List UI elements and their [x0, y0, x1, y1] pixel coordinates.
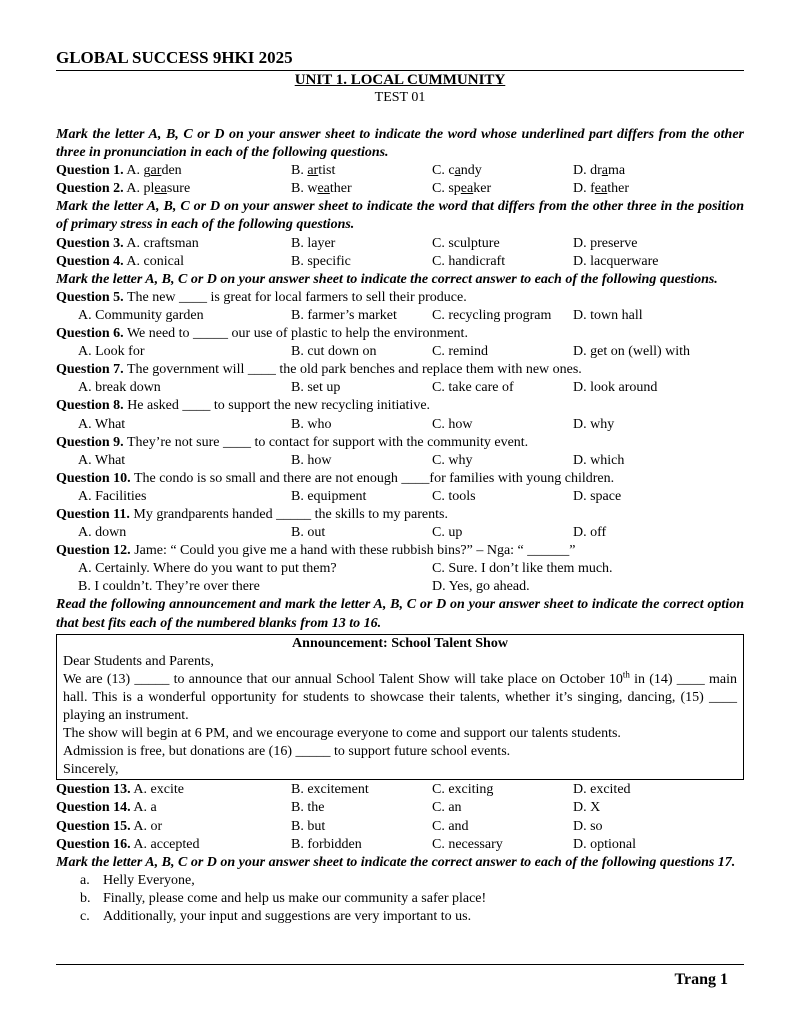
- question-16: [56, 836, 744, 854]
- option-c[interactable]: C. up: [432, 525, 463, 541]
- test-title: TEST 01: [374, 90, 426, 105]
- announcement-closing: Sincerely,: [63, 762, 119, 778]
- question-9-stem: Question 9. They’re not sure ____ to contact for support with the community event.: [56, 434, 529, 450]
- question-11-options: [56, 524, 744, 542]
- question-1: Question 1. A. garden B. artist C. candy D. drama: [56, 162, 744, 180]
- question-label: Question 2.: [56, 181, 124, 197]
- option-d[interactable]: D. feather: [573, 181, 629, 197]
- option-c[interactable]: C. why: [432, 452, 473, 468]
- page-footer: [56, 964, 744, 988]
- option-d[interactable]: D. optional: [573, 836, 636, 852]
- option-b[interactable]: B. weather: [291, 181, 352, 197]
- option-d[interactable]: D. drama: [573, 163, 626, 179]
- question-7-stem: Question 7. The government will ____ the old park benches and replace them with new ones.: [56, 362, 582, 378]
- option-d[interactable]: D. why: [573, 416, 615, 432]
- list-item: b. Finally, please come and help us make our community a safer place!: [80, 890, 487, 906]
- option-b[interactable]: B. how: [291, 452, 332, 468]
- page-number: Trang 1: [674, 971, 728, 988]
- question-3: [56, 235, 744, 253]
- unit-title: UNIT 1. LOCAL CUMMUNITY: [294, 72, 506, 88]
- question-15: [56, 818, 744, 836]
- option-d[interactable]: D. preserve: [573, 235, 638, 251]
- option-d[interactable]: D. Yes, go ahead.: [432, 579, 530, 595]
- question-4: [56, 253, 744, 271]
- question-8-options: [56, 416, 744, 434]
- question-14: [56, 799, 744, 817]
- instruction-pronunciation: Mark the letter A, B, C or D on your answer sheet to indicate the word whose underlined part differs from the other three in pronunciation in each of the following questions.: [56, 127, 744, 161]
- question-7-options: [56, 379, 744, 397]
- option-a[interactable]: A. break down: [78, 380, 161, 396]
- option-b[interactable]: B. equipment: [291, 488, 367, 504]
- option-c[interactable]: C. Sure. I don’t like them much.: [432, 561, 613, 577]
- question-label: Question 13.: [56, 782, 131, 798]
- option-d[interactable]: D. get on (well) with: [573, 344, 691, 360]
- option-a[interactable]: A. craftsman: [126, 235, 199, 251]
- option-a[interactable]: A. Community garden: [78, 307, 204, 323]
- question-label: Question 16.: [56, 836, 131, 852]
- option-d[interactable]: D. lacquerware: [573, 253, 659, 269]
- option-b[interactable]: B. set up: [291, 380, 341, 396]
- option-b[interactable]: B. layer: [291, 235, 336, 251]
- option-b[interactable]: B. but: [291, 818, 326, 834]
- option-c[interactable]: C. how: [432, 416, 473, 432]
- option-c[interactable]: C. speaker: [432, 181, 492, 197]
- list-item: a. Helly Everyone,: [80, 872, 195, 888]
- option-a[interactable]: A. What: [78, 416, 126, 432]
- option-d[interactable]: D. X: [573, 800, 601, 816]
- question-2: Question 2. A. pleasure B. weather C. speaker D. feather: [56, 180, 744, 198]
- page-header: [56, 48, 744, 71]
- option-c[interactable]: C. and: [432, 818, 469, 834]
- option-b[interactable]: B. artist: [291, 163, 336, 179]
- option-c[interactable]: C. tools: [432, 488, 476, 504]
- question-9-options: [56, 452, 744, 470]
- option-a[interactable]: A. Look for: [78, 344, 145, 360]
- option-d[interactable]: D. off: [573, 525, 607, 541]
- question-11-stem: Question 11. My grandparents handed _____ the skills to my parents.: [56, 506, 448, 522]
- announcement-greeting: Dear Students and Parents,: [63, 653, 214, 669]
- question-6-stem: Question 6. We need to _____ our use of plastic to help the environment.: [56, 326, 468, 342]
- question-label: Question 14.: [56, 800, 131, 816]
- option-d[interactable]: D. town hall: [573, 307, 643, 323]
- option-d[interactable]: D. so: [573, 818, 603, 834]
- question-label: Question 4.: [56, 253, 124, 269]
- instruction-question-17: Mark the letter A, B, C or D on your answer sheet to indicate the correct answer to each of the following questions 17.: [56, 854, 736, 870]
- option-b[interactable]: B. excitement: [291, 782, 369, 798]
- question-8-stem: Question 8. He asked ____ to support the new recycling initiative.: [56, 398, 431, 414]
- option-b[interactable]: B. specific: [291, 253, 351, 269]
- question-label: Question 3.: [56, 235, 124, 251]
- option-b[interactable]: B. out: [291, 525, 326, 541]
- option-b[interactable]: B. the: [291, 800, 325, 816]
- option-a[interactable]: A. excite: [133, 782, 184, 798]
- option-c[interactable]: C. sculpture: [432, 235, 500, 251]
- option-c[interactable]: C. candy: [432, 163, 482, 179]
- option-c[interactable]: C. remind: [432, 344, 488, 360]
- option-b[interactable]: B. farmer’s market: [291, 307, 397, 323]
- option-c[interactable]: C. exciting: [432, 782, 494, 798]
- announcement-title: Announcement: School Talent Show: [292, 635, 508, 651]
- instruction-stress: Mark the letter A, B, C or D on your answer sheet to indicate the word that differs from the other three in the position of primary stress in each of the following questions.: [56, 199, 744, 233]
- question-label: Question 15.: [56, 818, 131, 834]
- option-a[interactable]: A. Facilities: [78, 488, 147, 504]
- question-12-stem: Question 12. Jame: “ Could you give me a hand with these rubbish bins?” – Nga: “ ______”: [56, 543, 576, 559]
- instruction-announcement: Read the following announcement and mark the letter A, B, C or D on your answer sheet to indicate the correct option that best fits each of the numbered blanks from 13 to 16.: [56, 597, 744, 631]
- option-d[interactable]: D. excited: [573, 782, 631, 798]
- option-c[interactable]: C. handicraft: [432, 253, 506, 269]
- option-a[interactable]: A. down: [78, 525, 127, 541]
- announcement-box: [56, 634, 744, 781]
- option-b[interactable]: B. cut down on: [291, 344, 377, 360]
- worksheet-body: [56, 126, 744, 926]
- option-c[interactable]: C. necessary: [432, 836, 503, 852]
- instruction-correct-answer: Mark the letter A, B, C or D on your answer sheet to indicate the correct answer to each of the following questions.: [56, 271, 718, 287]
- question-10-options: [56, 488, 744, 506]
- question-5-stem: Question 5. The new ____ is great for local farmers to sell their produce.: [56, 289, 467, 305]
- question-13: [56, 781, 744, 799]
- document-title: GLOBAL SUCCESS 9HKI 2025: [56, 48, 293, 67]
- option-c[interactable]: C. recycling program: [432, 307, 552, 323]
- option-a[interactable]: A. or: [133, 818, 163, 834]
- option-a[interactable]: A. a: [133, 800, 157, 816]
- question-12-options-row1: [56, 560, 744, 578]
- announcement-paragraph-1: We are (13) _____ to announce that our annual School Talent Show will take place on October 10th in (14) ____ main hall. This is a wonderful opportunity for students to showcase their talents, whether it’s singing, dancing, (15) ____ playing an instrument.: [63, 669, 737, 723]
- question-label: Question 1.: [56, 163, 124, 179]
- option-c[interactable]: C. take care of: [432, 380, 514, 396]
- option-d[interactable]: D. look around: [573, 380, 658, 396]
- question-12-options-row2: [56, 578, 744, 596]
- option-a[interactable]: A. Certainly. Where do you want to put them?: [78, 561, 337, 577]
- option-b[interactable]: B. I couldn’t. They’re over there: [78, 579, 260, 595]
- question-10-stem: Question 10. The condo is so small and there are not enough ____for families with young children.: [56, 470, 615, 486]
- option-c[interactable]: C. an: [432, 800, 462, 816]
- option-b[interactable]: B. who: [291, 416, 332, 432]
- option-d[interactable]: D. space: [573, 488, 622, 504]
- announcement-paragraph-2: The show will begin at 6 PM, and we encourage everyone to come and support our talents students.: [63, 726, 621, 742]
- option-a[interactable]: A. What: [78, 452, 126, 468]
- question-6-options: [56, 343, 744, 361]
- announcement-paragraph-3: Admission is free, but donations are (16) _____ to support future school events.: [63, 744, 511, 760]
- question-5-options: [56, 307, 744, 325]
- option-b[interactable]: B. forbidden: [291, 836, 362, 852]
- option-a[interactable]: A. accepted: [133, 836, 200, 852]
- option-d[interactable]: D. which: [573, 452, 625, 468]
- option-a[interactable]: A. conical: [126, 253, 184, 269]
- list-item: c. Additionally, your input and suggestions are very important to us.: [80, 909, 472, 925]
